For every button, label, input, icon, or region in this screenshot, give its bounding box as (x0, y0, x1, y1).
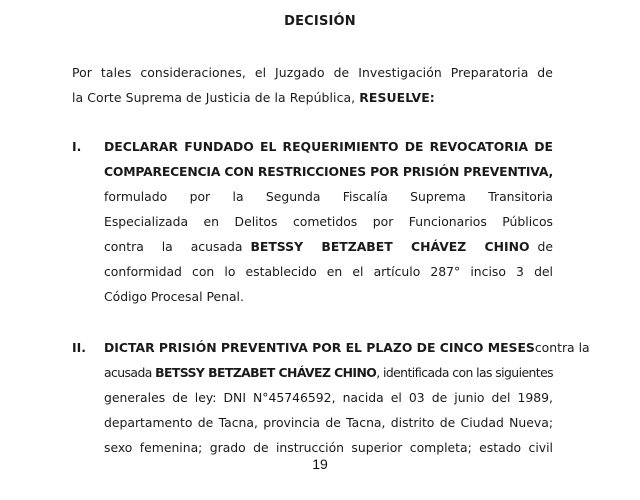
item-1-line-1: DECLARAR FUNDADO EL REQUERIMIENTO DE REVOCATORIA DE (104, 139, 553, 154)
item-2-line-2-post: , identificada con las siguientes (376, 365, 553, 380)
accused-name: BETSSY BETZABET CHÁVEZ CHINO (250, 239, 530, 254)
item-2-line-5: sexo femenina; grado de instrucción superior completa; estado civil (104, 440, 553, 455)
intro-text: la Corte Suprema de Justicia de la República, (72, 90, 360, 105)
item-1-line-6: conformidad con lo establecido en el artículo 287° inciso 3 del (104, 264, 553, 279)
item-1-line-5-pre: contra la acusada (104, 239, 243, 254)
item-1-line-5-post: de (537, 239, 553, 254)
item-1-line-7: Código Procesal Penal. (104, 289, 244, 304)
intro-line-1: Por tales consideraciones, el Juzgado de Investigación Preparatoria de (72, 65, 553, 80)
item-number: I. (72, 139, 82, 154)
intro-line-2 (72, 85, 553, 110)
item-text (104, 134, 553, 309)
page-number: 19 (312, 456, 328, 472)
intro-paragraph (72, 60, 553, 110)
item-2-line-4: departamento de Tacna, provincia de Tacna, distrito de Ciudad Nueva; (104, 415, 553, 430)
decision-title: DICTAR PRISIÓN PREVENTIVA POR EL PLAZO DE CINCO MESES (104, 340, 535, 355)
resuelve-keyword: RESUELVE (359, 90, 430, 105)
section-heading: DECISIÓN (284, 14, 356, 29)
item-2-line-3: generales de ley: DNI N°45746592, nacida el 03 de junio del 1989, (104, 390, 553, 405)
item-1-line-5 (104, 234, 553, 259)
item-2-line-1 (104, 335, 590, 360)
item-2-line-2-pre: acusada (104, 365, 156, 380)
accused-name: BETSSY BETZABET CHÁVEZ CHINO (155, 365, 377, 380)
item-1-line-2: COMPARECENCIA CON RESTRICCIONES POR PRISIÓN PREVENTIVA, (104, 164, 553, 179)
item-1-line-3: formulado por la Segunda Fiscalía Suprema Transitoria (104, 189, 553, 204)
item-number: II. (72, 340, 86, 355)
intro-colon: : (429, 90, 435, 105)
item-2-line-2 (104, 360, 553, 385)
item-2-line-1-post: contra la (534, 340, 590, 355)
item-text (104, 335, 590, 460)
item-1-line-4: Especializada en Delitos cometidos por Funcionarios Públicos (104, 214, 553, 229)
